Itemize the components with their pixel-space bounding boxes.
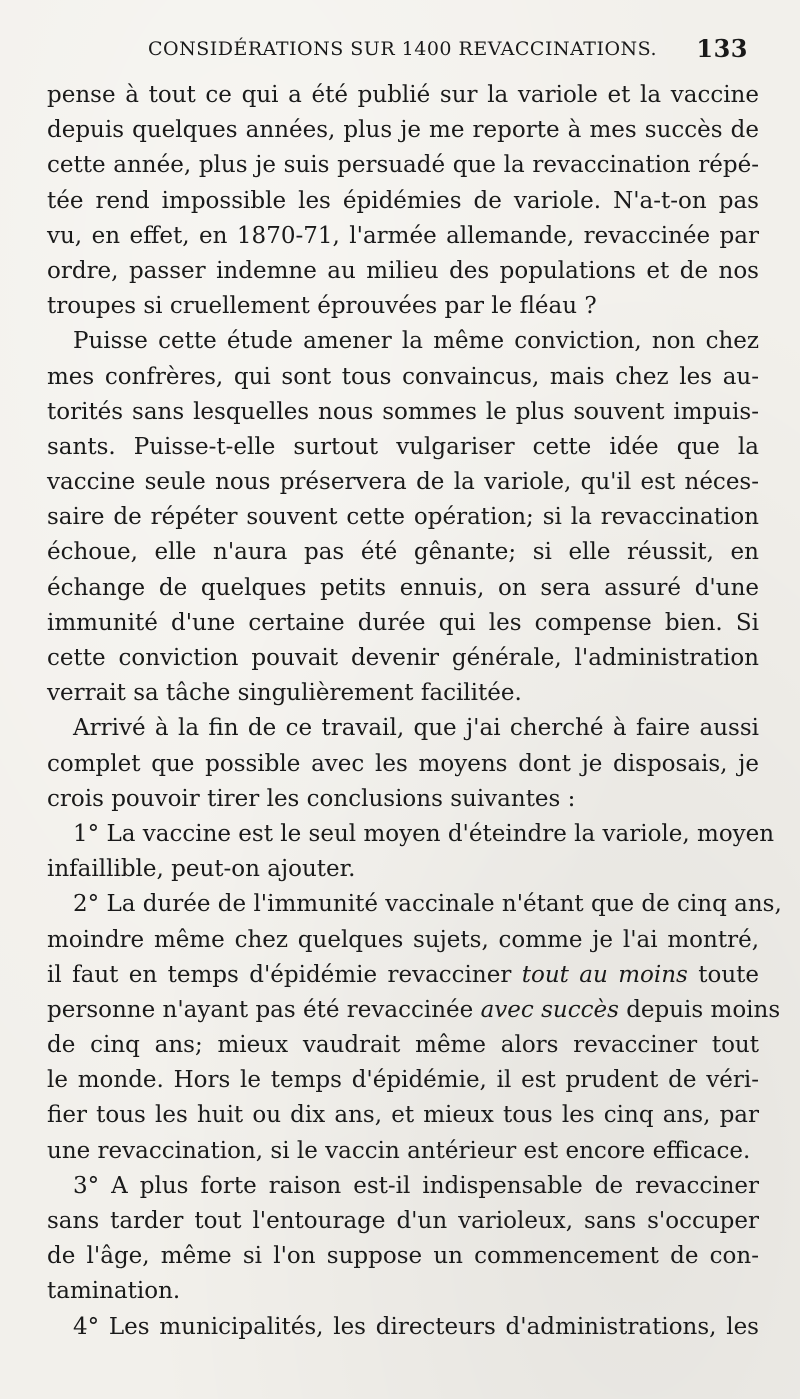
body-text bbox=[47, 78, 782, 1345]
text-line: depuis quelques années, plus je me reporte à mes succès de bbox=[47, 117, 759, 144]
text-line: immunité d'une certaine durée qui les compense bien. Si bbox=[47, 609, 759, 636]
text-line: 2° La durée de l'immunité vaccinale n'étant que de cinq ans, bbox=[73, 891, 782, 918]
text-segment: il faut en temps d'épidémie revacciner bbox=[47, 961, 512, 988]
text-line: sans tarder tout l'entourage d'un varioleux, sans s'occuper bbox=[47, 1208, 759, 1234]
text-line: troupes si cruellement éprouvées par le fléau ? bbox=[47, 293, 597, 320]
italic-phrase: tout au moins bbox=[521, 961, 688, 988]
text-line: 1° La vaccine est le seul moyen d'éteindre la variole, moyen bbox=[73, 820, 775, 847]
text-line: cette conviction pouvait devenir générale, l'administration bbox=[47, 645, 759, 671]
text-segment: toute bbox=[698, 961, 760, 988]
text-line: fier tous les huit ou dix ans, et mieux tous les cinq ans, par bbox=[47, 1102, 759, 1129]
text-line: pense à tout ce qui a été publié sur la variole et la vaccine bbox=[47, 82, 759, 108]
italic-phrase: avec succès bbox=[480, 996, 619, 1023]
text-line: 4° Les municipalités, les directeurs d'administrations, les bbox=[73, 1313, 759, 1340]
text-line: infaillible, peut-on ajouter. bbox=[47, 856, 356, 883]
running-title: CONSIDÉRATIONS SUR 1400 REVACCINATIONS. bbox=[148, 38, 658, 60]
text-line: vaccine seule nous préservera de la variole, qu'il est néces- bbox=[47, 469, 759, 496]
text-line: cette année, plus je suis persuadé que la revaccination répé- bbox=[47, 152, 759, 179]
text-line: moindre même chez quelques sujets, comme je l'ai montré, bbox=[47, 926, 759, 953]
text-line: tée rend impossible les épidémies de variole. N'a-t-on pas bbox=[47, 187, 759, 214]
text-line: Arrivé à la fin de ce travail, que j'ai cherché à faire aussi bbox=[73, 715, 759, 742]
text-line: mes confrères, qui sont tous convaincus, mais chez les au- bbox=[47, 363, 759, 390]
text-line: complet que possible avec les moyens dont je disposais, je bbox=[47, 750, 759, 777]
text-line bbox=[47, 958, 759, 993]
text-line: échange de quelques petits ennuis, on sera assuré d'une bbox=[47, 574, 759, 601]
text-line: sants. Puisse-t-elle surtout vulgariser cette idée que la bbox=[47, 433, 759, 460]
text-line: saire de répéter souvent cette opération; si la revaccination bbox=[47, 504, 759, 531]
text-line: le monde. Hors le temps d'épidémie, il est prudent de véri- bbox=[47, 1067, 759, 1094]
text-line bbox=[47, 993, 781, 1028]
text-line: torités sans lesquelles nous sommes le plus souvent impuis- bbox=[47, 398, 759, 425]
text-line: de cinq ans; mieux vaudrait même alors revacciner tout bbox=[47, 1032, 759, 1059]
text-line: Puisse cette étude amener la même conviction, non chez bbox=[73, 328, 759, 355]
text-segment: personne n'ayant pas été revaccinée bbox=[47, 996, 474, 1023]
text-line: verrait sa tâche singulièrement facilitée. bbox=[47, 680, 522, 707]
text-line: vu, en effet, en 1870-71, l'armée allemande, revaccinée par bbox=[47, 222, 759, 249]
text-line: 3° A plus forte raison est-il indispensable de revacciner bbox=[73, 1172, 759, 1199]
page-number: 133 bbox=[696, 34, 748, 63]
page-header bbox=[148, 34, 748, 66]
text-line: crois pouvoir tirer les conclusions suivantes : bbox=[47, 785, 576, 812]
text-segment: depuis moins bbox=[626, 996, 781, 1023]
text-line: tamination. bbox=[47, 1278, 181, 1305]
text-line: une revaccination, si le vaccin antérieur est encore efficace. bbox=[47, 1137, 751, 1164]
text-line: de l'âge, même si l'on suppose un commencement de con- bbox=[47, 1243, 759, 1270]
text-line: échoue, elle n'aura pas été gênante; si elle réussit, en bbox=[47, 539, 759, 566]
text-line: ordre, passer indemne au milieu des populations et de nos bbox=[47, 257, 759, 284]
